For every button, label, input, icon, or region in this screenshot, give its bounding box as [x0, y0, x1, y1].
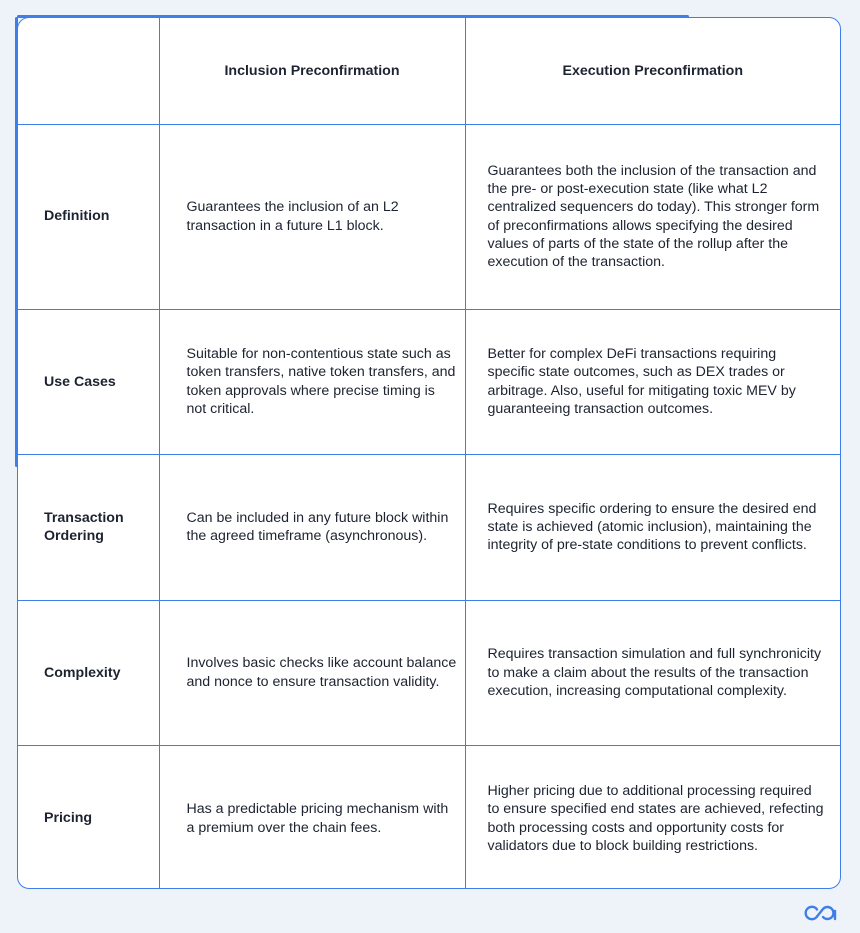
table-header-row [18, 18, 840, 124]
row-label-complexity: Complexity [18, 600, 159, 746]
row-label-pricing: Pricing [18, 746, 159, 890]
execution-pricing-cell: Higher pricing due to additional processing required to ensure specified end states are achieved, refecting both processing costs and opportunity costs for validators due to block building restrictions. [465, 746, 840, 890]
row-label-definition: Definition [18, 124, 159, 309]
comparison-table [18, 18, 840, 889]
inclusion-use-cases-cell: Suitable for non-contentious state such as token transfers, native token transfers, and token approvals where precise timing is not critical. [159, 309, 465, 455]
execution-use-cases-cell: Better for complex DeFi transactions requiring specific state outcomes, such as DEX trades or arbitrage. Also, useful for mitigating toxic MEV by guaranteeing transaction outcomes. [465, 309, 840, 455]
table-row-transaction-ordering [18, 455, 840, 601]
table-row-definition [18, 124, 840, 309]
table-row-pricing [18, 746, 840, 890]
row-label-use-cases: Use Cases [18, 309, 159, 455]
inclusion-transaction-ordering-cell: Can be included in any future block within the agreed timeframe (asynchronous). [159, 455, 465, 601]
header-empty-cell [18, 18, 159, 124]
execution-transaction-ordering-cell: Requires specific ordering to ensure the desired end state is achieved (atomic inclusion), maintaining the integrity of pre-state conditions to prevent conflicts. [465, 455, 840, 601]
comparison-card [17, 17, 841, 889]
ca-logo-icon [803, 903, 841, 923]
table-row-use-cases [18, 309, 840, 455]
execution-definition-cell: Guarantees both the inclusion of the transaction and the pre- or post-execution state (like what L2 centralized sequencers do today). This stronger form of preconfirmations allows specifying the desired values of parts of the state of the rollup after the execution of the transaction. [465, 124, 840, 309]
inclusion-definition-cell: Guarantees the inclusion of an L2 transaction in a future L1 block. [159, 124, 465, 309]
header-execution-preconfirmation: Execution Preconfirmation [465, 18, 840, 124]
table-row-complexity [18, 600, 840, 746]
inclusion-complexity-cell: Involves basic checks like account balance and nonce to ensure transaction validity. [159, 600, 465, 746]
execution-complexity-cell: Requires transaction simulation and full synchronicity to make a claim about the results of the transaction execution, increasing computational complexity. [465, 600, 840, 746]
row-label-transaction-ordering: Transaction Ordering [18, 455, 159, 601]
inclusion-pricing-cell: Has a predictable pricing mechanism with a premium over the chain fees. [159, 746, 465, 890]
header-inclusion-preconfirmation: Inclusion Preconfirmation [159, 18, 465, 124]
